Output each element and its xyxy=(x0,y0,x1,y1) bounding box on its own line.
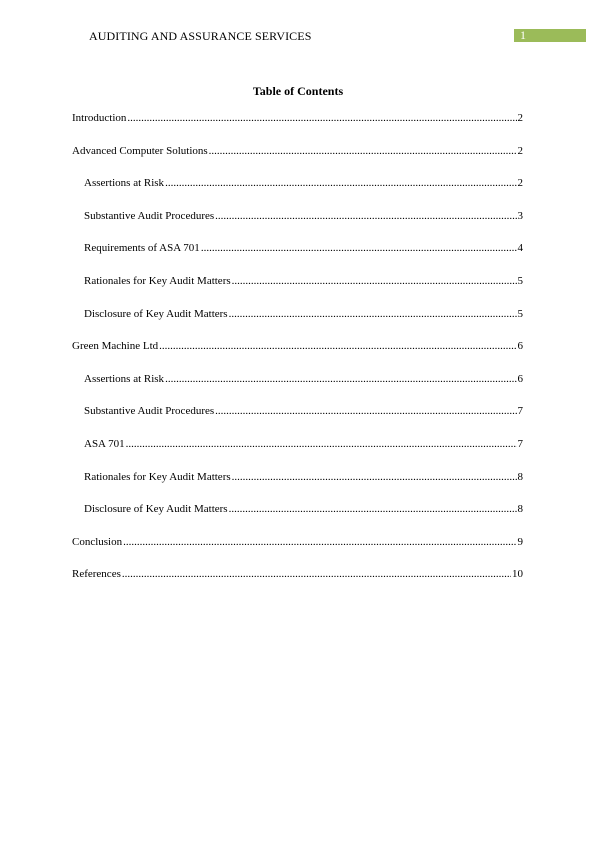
toc-entry-substantive-procedures-acs[interactable] xyxy=(72,208,523,241)
toc-entry-page: 2 xyxy=(517,144,523,157)
toc-entry-page: 2 xyxy=(517,112,523,124)
toc-entry-advanced-computer-solutions[interactable] xyxy=(72,143,523,176)
toc-entry-label: Introduction xyxy=(72,112,127,124)
toc-entry-label: Rationales for Key Audit Matters xyxy=(84,274,231,287)
toc-entry-label: Substantive Audit Procedures xyxy=(84,405,215,418)
toc-entry-page: 6 xyxy=(517,340,523,353)
toc-entry-page: 10 xyxy=(512,568,523,581)
table-of-contents xyxy=(72,110,523,599)
page-number: 1 xyxy=(520,28,526,42)
toc-entry-page: 7 xyxy=(517,437,523,450)
dot-leader xyxy=(229,306,517,322)
toc-entry-page: 5 xyxy=(517,307,523,320)
toc-entry-label: Rationales for Key Audit Matters xyxy=(84,470,231,483)
dot-leader xyxy=(165,371,516,387)
toc-entry-page: 7 xyxy=(517,405,523,418)
toc-entry-page: 8 xyxy=(517,503,523,516)
dot-leader xyxy=(122,566,511,582)
toc-entry-requirements-asa-701[interactable] xyxy=(72,240,523,273)
toc-entry-disclosure-kam-gml[interactable] xyxy=(72,501,523,534)
toc-entry-references[interactable] xyxy=(72,566,523,599)
toc-entry-label: Substantive Audit Procedures xyxy=(84,209,215,222)
toc-entry-page: 9 xyxy=(517,535,523,548)
toc-entry-page: 4 xyxy=(517,242,523,255)
toc-entry-introduction[interactable] xyxy=(72,110,523,143)
dot-leader xyxy=(232,469,517,485)
dot-leader xyxy=(229,501,517,517)
toc-entry-label: Green Machine Ltd xyxy=(72,340,159,353)
toc-entry-label: ASA 701 xyxy=(84,437,125,450)
toc-entry-substantive-procedures-gml[interactable] xyxy=(72,403,523,436)
dot-leader xyxy=(165,175,516,191)
toc-title: Table of Contents xyxy=(252,84,344,98)
toc-entry-conclusion[interactable] xyxy=(72,534,523,567)
toc-entry-label: Advanced Computer Solutions xyxy=(72,144,208,157)
toc-entry-assertions-at-risk-acs[interactable] xyxy=(72,175,523,208)
dot-leader xyxy=(215,208,516,224)
toc-entry-label: References xyxy=(72,568,121,581)
dot-leader xyxy=(232,273,517,289)
dot-leader xyxy=(209,143,517,159)
toc-entry-label: Disclosure of Key Audit Matters xyxy=(84,307,228,320)
dot-leader xyxy=(123,534,516,550)
toc-entry-disclosure-kam-acs[interactable] xyxy=(72,306,523,339)
dot-leader xyxy=(127,110,516,126)
toc-entry-green-machine-ltd[interactable] xyxy=(72,338,523,371)
toc-entry-page: 8 xyxy=(517,470,523,483)
toc-entry-page: 2 xyxy=(517,177,523,190)
toc-entry-label: Disclosure of Key Audit Matters xyxy=(84,503,228,516)
dot-leader xyxy=(159,338,516,354)
toc-entry-label: Assertions at Risk xyxy=(84,372,165,385)
toc-entry-rationales-kam-acs[interactable] xyxy=(72,273,523,306)
toc-entry-label: Requirements of ASA 701 xyxy=(84,242,200,255)
toc-entry-asa-701[interactable] xyxy=(72,436,523,469)
dot-leader xyxy=(126,436,517,452)
toc-entry-page: 6 xyxy=(517,372,523,385)
toc-entry-label: Assertions at Risk xyxy=(84,177,165,190)
running-header-title: AUDITING AND ASSURANCE SERVICES xyxy=(89,29,312,43)
toc-entry-page: 5 xyxy=(517,274,523,287)
page-header xyxy=(89,28,586,44)
toc-entry-assertions-at-risk-gml[interactable] xyxy=(72,371,523,404)
toc-entry-label: Conclusion xyxy=(72,535,123,548)
dot-leader xyxy=(215,403,516,419)
dot-leader xyxy=(201,240,517,256)
page-number-badge xyxy=(514,29,586,42)
toc-entry-page: 3 xyxy=(517,209,523,222)
toc-entry-rationales-kam-gml[interactable] xyxy=(72,469,523,502)
